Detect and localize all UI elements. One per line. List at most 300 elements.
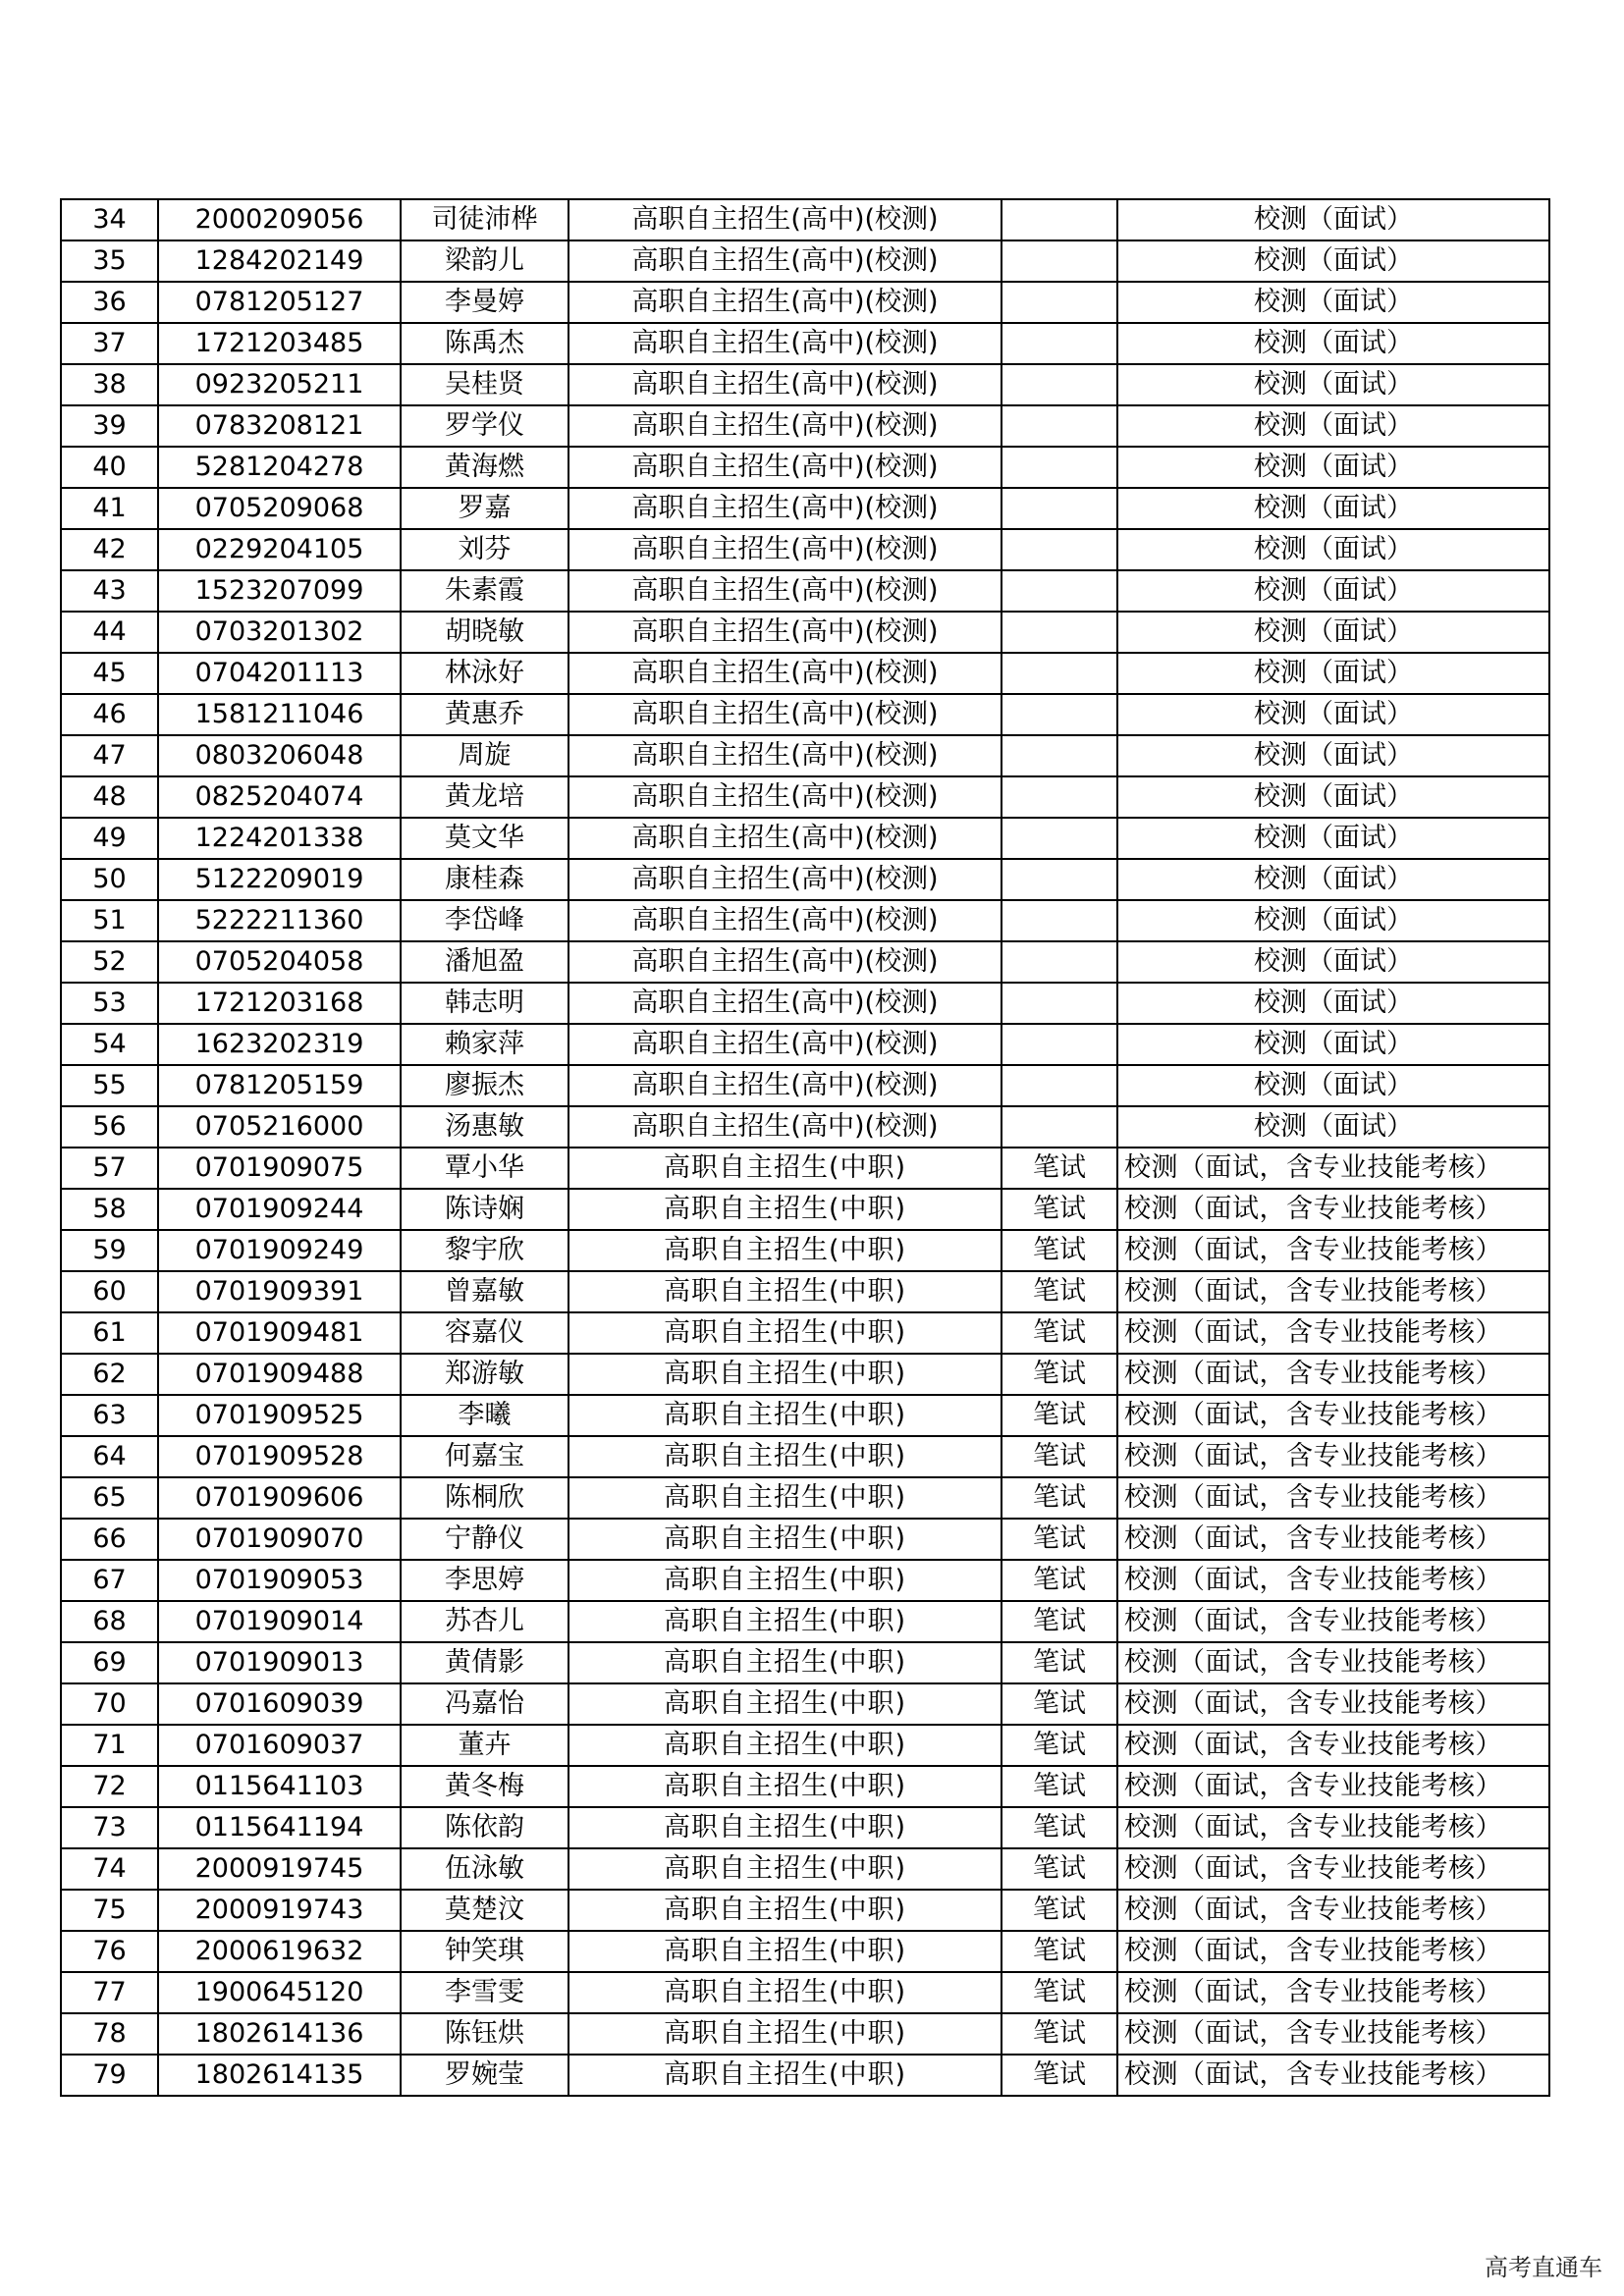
cell-written-exam: [1001, 735, 1117, 776]
cell-seq-no: 73: [61, 1807, 158, 1848]
cell-candidate-id: 0701909481: [158, 1312, 401, 1354]
cell-program: 高职自主招生(中职): [568, 1766, 1001, 1807]
cell-candidate-id: 1721203168: [158, 983, 401, 1024]
table-row: [61, 818, 1549, 859]
cell-written-exam: 笔试: [1001, 1436, 1117, 1477]
cell-candidate-id: 5281204278: [158, 447, 401, 488]
cell-student-name: 陈禹杰: [401, 323, 568, 364]
cell-program: 高职自主招生(中职): [568, 1395, 1001, 1436]
cell-assessment: 校测（面试，含专业技能考核）: [1117, 1848, 1549, 1890]
cell-assessment: 校测（面试，含专业技能考核）: [1117, 1931, 1549, 1972]
table-row: [61, 1354, 1549, 1395]
cell-student-name: 胡晓敏: [401, 612, 568, 653]
cell-program: 高职自主招生(高中)(校测): [568, 983, 1001, 1024]
table-row: [61, 1972, 1549, 2013]
cell-candidate-id: 0701909244: [158, 1189, 401, 1230]
cell-student-name: 罗婉莹: [401, 2055, 568, 2096]
table-row: [61, 983, 1549, 1024]
cell-assessment: 校测（面试）: [1117, 364, 1549, 405]
cell-written-exam: [1001, 1106, 1117, 1148]
cell-student-name: 李曼婷: [401, 282, 568, 323]
cell-student-name: 黄龙培: [401, 776, 568, 818]
cell-assessment: 校测（面试）: [1117, 488, 1549, 529]
table-row: [61, 1601, 1549, 1642]
cell-written-exam: [1001, 694, 1117, 735]
cell-student-name: 陈诗娴: [401, 1189, 568, 1230]
cell-assessment: 校测（面试，含专业技能考核）: [1117, 1312, 1549, 1354]
table-row: [61, 1848, 1549, 1890]
cell-program: 高职自主招生(高中)(校测): [568, 570, 1001, 612]
cell-program: 高职自主招生(中职): [568, 1189, 1001, 1230]
cell-assessment: 校测（面试，含专业技能考核）: [1117, 1766, 1549, 1807]
cell-candidate-id: 0701909075: [158, 1148, 401, 1189]
table-row: [61, 1477, 1549, 1519]
cell-written-exam: 笔试: [1001, 1807, 1117, 1848]
cell-assessment: 校测（面试）: [1117, 323, 1549, 364]
cell-program: 高职自主招生(高中)(校测): [568, 859, 1001, 900]
cell-candidate-id: 0115641103: [158, 1766, 401, 1807]
cell-seq-no: 50: [61, 859, 158, 900]
cell-program: 高职自主招生(高中)(校测): [568, 900, 1001, 941]
cell-written-exam: 笔试: [1001, 1848, 1117, 1890]
cell-assessment: 校测（面试，含专业技能考核）: [1117, 1519, 1549, 1560]
cell-written-exam: [1001, 447, 1117, 488]
cell-seq-no: 40: [61, 447, 158, 488]
cell-program: 高职自主招生(高中)(校测): [568, 694, 1001, 735]
cell-assessment: 校测（面试）: [1117, 199, 1549, 240]
cell-assessment: 校测（面试）: [1117, 405, 1549, 447]
cell-candidate-id: 2000619632: [158, 1931, 401, 1972]
cell-seq-no: 44: [61, 612, 158, 653]
cell-seq-no: 71: [61, 1725, 158, 1766]
cell-written-exam: 笔试: [1001, 1148, 1117, 1189]
cell-written-exam: 笔试: [1001, 1642, 1117, 1683]
cell-assessment: 校测（面试，含专业技能考核）: [1117, 1271, 1549, 1312]
cell-student-name: 黄冬梅: [401, 1766, 568, 1807]
cell-seq-no: 74: [61, 1848, 158, 1890]
cell-student-name: 郑游敏: [401, 1354, 568, 1395]
cell-assessment: 校测（面试，含专业技能考核）: [1117, 1560, 1549, 1601]
cell-candidate-id: 0783208121: [158, 405, 401, 447]
cell-program: 高职自主招生(高中)(校测): [568, 447, 1001, 488]
cell-assessment: 校测（面试，含专业技能考核）: [1117, 2013, 1549, 2055]
cell-seq-no: 56: [61, 1106, 158, 1148]
cell-seq-no: 67: [61, 1560, 158, 1601]
cell-written-exam: 笔试: [1001, 2055, 1117, 2096]
cell-program: 高职自主招生(中职): [568, 1560, 1001, 1601]
cell-candidate-id: 1523207099: [158, 570, 401, 612]
cell-student-name: 苏杏儿: [401, 1601, 568, 1642]
cell-written-exam: [1001, 199, 1117, 240]
cell-student-name: 陈桐欣: [401, 1477, 568, 1519]
cell-written-exam: [1001, 859, 1117, 900]
cell-candidate-id: 0701909070: [158, 1519, 401, 1560]
cell-program: 高职自主招生(高中)(校测): [568, 282, 1001, 323]
table-row: [61, 323, 1549, 364]
cell-written-exam: 笔试: [1001, 1189, 1117, 1230]
cell-seq-no: 76: [61, 1931, 158, 1972]
cell-candidate-id: 0703201302: [158, 612, 401, 653]
cell-assessment: 校测（面试）: [1117, 612, 1549, 653]
cell-student-name: 刘芬: [401, 529, 568, 570]
cell-assessment: 校测（面试，含专业技能考核）: [1117, 1189, 1549, 1230]
cell-program: 高职自主招生(中职): [568, 1148, 1001, 1189]
cell-student-name: 汤惠敏: [401, 1106, 568, 1148]
cell-seq-no: 41: [61, 488, 158, 529]
cell-program: 高职自主招生(高中)(校测): [568, 488, 1001, 529]
cell-seq-no: 61: [61, 1312, 158, 1354]
cell-seq-no: 48: [61, 776, 158, 818]
cell-written-exam: [1001, 323, 1117, 364]
cell-candidate-id: 0701909249: [158, 1230, 401, 1271]
cell-seq-no: 47: [61, 735, 158, 776]
cell-written-exam: 笔试: [1001, 1931, 1117, 1972]
cell-candidate-id: 0781205159: [158, 1065, 401, 1106]
cell-assessment: 校测（面试，含专业技能考核）: [1117, 1972, 1549, 2013]
cell-written-exam: 笔试: [1001, 1312, 1117, 1354]
table-row: [61, 1271, 1549, 1312]
cell-written-exam: [1001, 983, 1117, 1024]
cell-assessment: 校测（面试）: [1117, 240, 1549, 282]
cell-program: 高职自主招生(高中)(校测): [568, 653, 1001, 694]
table-row: [61, 364, 1549, 405]
cell-student-name: 司徒沛桦: [401, 199, 568, 240]
cell-assessment: 校测（面试，含专业技能考核）: [1117, 1725, 1549, 1766]
cell-seq-no: 62: [61, 1354, 158, 1395]
cell-program: 高职自主招生(中职): [568, 1807, 1001, 1848]
table-row: [61, 1931, 1549, 1972]
cell-program: 高职自主招生(中职): [568, 1354, 1001, 1395]
cell-program: 高职自主招生(中职): [568, 1683, 1001, 1725]
table-row: [61, 1725, 1549, 1766]
cell-student-name: 伍泳敏: [401, 1848, 568, 1890]
cell-seq-no: 58: [61, 1189, 158, 1230]
cell-program: 高职自主招生(高中)(校测): [568, 612, 1001, 653]
cell-candidate-id: 0781205127: [158, 282, 401, 323]
cell-candidate-id: 5222211360: [158, 900, 401, 941]
cell-student-name: 康桂森: [401, 859, 568, 900]
cell-program: 高职自主招生(中职): [568, 1848, 1001, 1890]
cell-assessment: 校测（面试）: [1117, 282, 1549, 323]
cell-program: 高职自主招生(中职): [568, 1312, 1001, 1354]
cell-written-exam: 笔试: [1001, 1683, 1117, 1725]
cell-assessment: 校测（面试，含专业技能考核）: [1117, 1230, 1549, 1271]
table-row: [61, 240, 1549, 282]
table-row: [61, 1230, 1549, 1271]
cell-seq-no: 78: [61, 2013, 158, 2055]
cell-student-name: 容嘉仪: [401, 1312, 568, 1354]
cell-written-exam: [1001, 653, 1117, 694]
cell-seq-no: 66: [61, 1519, 158, 1560]
cell-assessment: 校测（面试）: [1117, 818, 1549, 859]
cell-seq-no: 65: [61, 1477, 158, 1519]
cell-seq-no: 75: [61, 1890, 158, 1931]
cell-seq-no: 39: [61, 405, 158, 447]
cell-student-name: 潘旭盈: [401, 941, 568, 983]
cell-assessment: 校测（面试，含专业技能考核）: [1117, 1601, 1549, 1642]
cell-written-exam: [1001, 1024, 1117, 1065]
cell-assessment: 校测（面试）: [1117, 694, 1549, 735]
cell-student-name: 廖振杰: [401, 1065, 568, 1106]
cell-written-exam: 笔试: [1001, 1354, 1117, 1395]
cell-assessment: 校测（面试）: [1117, 653, 1549, 694]
cell-assessment: 校测（面试）: [1117, 570, 1549, 612]
cell-candidate-id: 2000209056: [158, 199, 401, 240]
cell-candidate-id: 5122209019: [158, 859, 401, 900]
cell-candidate-id: 0705204058: [158, 941, 401, 983]
cell-written-exam: 笔试: [1001, 1601, 1117, 1642]
cell-seq-no: 34: [61, 199, 158, 240]
cell-seq-no: 63: [61, 1395, 158, 1436]
cell-assessment: 校测（面试，含专业技能考核）: [1117, 1148, 1549, 1189]
cell-seq-no: 53: [61, 983, 158, 1024]
cell-program: 高职自主招生(中职): [568, 1725, 1001, 1766]
table-row: [61, 1106, 1549, 1148]
cell-seq-no: 38: [61, 364, 158, 405]
cell-program: 高职自主招生(高中)(校测): [568, 405, 1001, 447]
cell-seq-no: 36: [61, 282, 158, 323]
cell-student-name: 李曦: [401, 1395, 568, 1436]
cell-assessment: 校测（面试，含专业技能考核）: [1117, 1683, 1549, 1725]
cell-program: 高职自主招生(高中)(校测): [568, 1106, 1001, 1148]
table-row: [61, 1436, 1549, 1477]
cell-student-name: 陈钰烘: [401, 2013, 568, 2055]
cell-candidate-id: 0923205211: [158, 364, 401, 405]
cell-student-name: 陈依韵: [401, 1807, 568, 1848]
table-row: [61, 900, 1549, 941]
cell-candidate-id: 0825204074: [158, 776, 401, 818]
cell-student-name: 黄倩影: [401, 1642, 568, 1683]
table-row: [61, 1148, 1549, 1189]
cell-assessment: 校测（面试，含专业技能考核）: [1117, 1354, 1549, 1395]
cell-written-exam: [1001, 529, 1117, 570]
cell-student-name: 黄惠乔: [401, 694, 568, 735]
cell-seq-no: 60: [61, 1271, 158, 1312]
cell-candidate-id: 1802614135: [158, 2055, 401, 2096]
cell-assessment: 校测（面试，含专业技能考核）: [1117, 1395, 1549, 1436]
table-row: [61, 1395, 1549, 1436]
cell-student-name: 覃小华: [401, 1148, 568, 1189]
cell-program: 高职自主招生(中职): [568, 1271, 1001, 1312]
table-row: [61, 1560, 1549, 1601]
cell-program: 高职自主招生(中职): [568, 1931, 1001, 1972]
cell-candidate-id: 0705216000: [158, 1106, 401, 1148]
cell-candidate-id: 0701909013: [158, 1642, 401, 1683]
table-row: [61, 1766, 1549, 1807]
cell-assessment: 校测（面试）: [1117, 941, 1549, 983]
cell-program: 高职自主招生(高中)(校测): [568, 529, 1001, 570]
cell-program: 高职自主招生(中职): [568, 1601, 1001, 1642]
cell-candidate-id: 0701609039: [158, 1683, 401, 1725]
cell-student-name: 罗学仪: [401, 405, 568, 447]
cell-student-name: 曾嘉敏: [401, 1271, 568, 1312]
cell-assessment: 校测（面试）: [1117, 859, 1549, 900]
cell-assessment: 校测（面试，含专业技能考核）: [1117, 1436, 1549, 1477]
cell-student-name: 莫楚汶: [401, 1890, 568, 1931]
cell-seq-no: 49: [61, 818, 158, 859]
cell-student-name: 宁静仪: [401, 1519, 568, 1560]
cell-seq-no: 79: [61, 2055, 158, 2096]
cell-student-name: 何嘉宝: [401, 1436, 568, 1477]
cell-assessment: 校测（面试，含专业技能考核）: [1117, 2055, 1549, 2096]
cell-student-name: 周旋: [401, 735, 568, 776]
cell-assessment: 校测（面试）: [1117, 900, 1549, 941]
table-row: [61, 447, 1549, 488]
cell-seq-no: 35: [61, 240, 158, 282]
cell-candidate-id: 0701909053: [158, 1560, 401, 1601]
cell-assessment: 校测（面试，含专业技能考核）: [1117, 1890, 1549, 1931]
cell-candidate-id: 1581211046: [158, 694, 401, 735]
cell-candidate-id: 0705209068: [158, 488, 401, 529]
cell-written-exam: 笔试: [1001, 1395, 1117, 1436]
table-row: [61, 488, 1549, 529]
cell-seq-no: 46: [61, 694, 158, 735]
cell-written-exam: [1001, 612, 1117, 653]
cell-assessment: 校测（面试）: [1117, 447, 1549, 488]
cell-assessment: 校测（面试，含专业技能考核）: [1117, 1477, 1549, 1519]
cell-written-exam: [1001, 240, 1117, 282]
cell-student-name: 李岱峰: [401, 900, 568, 941]
cell-student-name: 赖家萍: [401, 1024, 568, 1065]
table-row: [61, 529, 1549, 570]
cell-seq-no: 43: [61, 570, 158, 612]
cell-written-exam: 笔试: [1001, 1766, 1117, 1807]
table-row: [61, 1312, 1549, 1354]
cell-assessment: 校测（面试）: [1117, 735, 1549, 776]
cell-program: 高职自主招生(高中)(校测): [568, 1065, 1001, 1106]
cell-seq-no: 52: [61, 941, 158, 983]
cell-written-exam: [1001, 570, 1117, 612]
cell-student-name: 罗嘉: [401, 488, 568, 529]
cell-program: 高职自主招生(中职): [568, 2055, 1001, 2096]
cell-written-exam: 笔试: [1001, 1519, 1117, 1560]
cell-candidate-id: 0701909606: [158, 1477, 401, 1519]
table-row: [61, 859, 1549, 900]
cell-seq-no: 45: [61, 653, 158, 694]
table-row: [61, 199, 1549, 240]
cell-candidate-id: 0701909488: [158, 1354, 401, 1395]
cell-candidate-id: 0701909528: [158, 1436, 401, 1477]
table-row: [61, 1683, 1549, 1725]
cell-written-exam: [1001, 941, 1117, 983]
table-row: [61, 612, 1549, 653]
cell-assessment: 校测（面试）: [1117, 529, 1549, 570]
cell-program: 高职自主招生(高中)(校测): [568, 364, 1001, 405]
cell-candidate-id: 2000919743: [158, 1890, 401, 1931]
cell-program: 高职自主招生(高中)(校测): [568, 776, 1001, 818]
cell-assessment: 校测（面试）: [1117, 776, 1549, 818]
cell-candidate-id: 0701909391: [158, 1271, 401, 1312]
cell-written-exam: 笔试: [1001, 1271, 1117, 1312]
table-row: [61, 405, 1549, 447]
cell-student-name: 莫文华: [401, 818, 568, 859]
table-row: [61, 653, 1549, 694]
cell-program: 高职自主招生(中职): [568, 1642, 1001, 1683]
cell-seq-no: 69: [61, 1642, 158, 1683]
cell-program: 高职自主招生(高中)(校测): [568, 941, 1001, 983]
cell-written-exam: [1001, 1065, 1117, 1106]
cell-program: 高职自主招生(高中)(校测): [568, 323, 1001, 364]
watermark-text: 高考直通车: [1485, 2254, 1602, 2281]
cell-candidate-id: 0701909014: [158, 1601, 401, 1642]
cell-candidate-id: 1224201338: [158, 818, 401, 859]
cell-written-exam: 笔试: [1001, 1972, 1117, 2013]
cell-program: 高职自主招生(中职): [568, 1972, 1001, 2013]
cell-student-name: 李思婷: [401, 1560, 568, 1601]
cell-program: 高职自主招生(高中)(校测): [568, 735, 1001, 776]
cell-written-exam: 笔试: [1001, 1560, 1117, 1601]
table-row: [61, 282, 1549, 323]
cell-seq-no: 54: [61, 1024, 158, 1065]
table-row: [61, 1642, 1549, 1683]
cell-candidate-id: 0704201113: [158, 653, 401, 694]
cell-student-name: 林泳好: [401, 653, 568, 694]
cell-program: 高职自主招生(中职): [568, 2013, 1001, 2055]
cell-written-exam: [1001, 488, 1117, 529]
cell-seq-no: 68: [61, 1601, 158, 1642]
cell-assessment: 校测（面试）: [1117, 1065, 1549, 1106]
cell-student-name: 吴桂贤: [401, 364, 568, 405]
table-row: [61, 941, 1549, 983]
cell-program: 高职自主招生(高中)(校测): [568, 240, 1001, 282]
table-body: [61, 199, 1549, 2096]
cell-written-exam: [1001, 405, 1117, 447]
cell-seq-no: 55: [61, 1065, 158, 1106]
cell-written-exam: 笔试: [1001, 1890, 1117, 1931]
cell-written-exam: [1001, 818, 1117, 859]
table-row: [61, 1890, 1549, 1931]
table-row: [61, 1024, 1549, 1065]
table-row: [61, 1065, 1549, 1106]
cell-program: 高职自主招生(高中)(校测): [568, 199, 1001, 240]
cell-student-name: 梁韵儿: [401, 240, 568, 282]
cell-student-name: 黄海燃: [401, 447, 568, 488]
cell-seq-no: 59: [61, 1230, 158, 1271]
table-row: [61, 694, 1549, 735]
cell-candidate-id: 0115641194: [158, 1807, 401, 1848]
cell-assessment: 校测（面试）: [1117, 1106, 1549, 1148]
cell-candidate-id: 1623202319: [158, 1024, 401, 1065]
cell-candidate-id: 0701909525: [158, 1395, 401, 1436]
cell-written-exam: 笔试: [1001, 1230, 1117, 1271]
table-row: [61, 776, 1549, 818]
cell-student-name: 韩志明: [401, 983, 568, 1024]
admission-list-table: [60, 198, 1550, 2097]
cell-student-name: 董卉: [401, 1725, 568, 1766]
cell-candidate-id: 2000919745: [158, 1848, 401, 1890]
cell-student-name: 冯嘉怡: [401, 1683, 568, 1725]
cell-assessment: 校测（面试）: [1117, 1024, 1549, 1065]
cell-seq-no: 57: [61, 1148, 158, 1189]
cell-candidate-id: 0701609037: [158, 1725, 401, 1766]
cell-seq-no: 64: [61, 1436, 158, 1477]
cell-seq-no: 42: [61, 529, 158, 570]
table-row: [61, 1189, 1549, 1230]
cell-seq-no: 72: [61, 1766, 158, 1807]
cell-seq-no: 77: [61, 1972, 158, 2013]
cell-program: 高职自主招生(高中)(校测): [568, 1024, 1001, 1065]
cell-program: 高职自主招生(中职): [568, 1519, 1001, 1560]
cell-assessment: 校测（面试，含专业技能考核）: [1117, 1807, 1549, 1848]
table-row: [61, 1519, 1549, 1560]
cell-candidate-id: 1802614136: [158, 2013, 401, 2055]
cell-written-exam: 笔试: [1001, 1477, 1117, 1519]
table-row: [61, 2055, 1549, 2096]
cell-program: 高职自主招生(中职): [568, 1230, 1001, 1271]
cell-seq-no: 51: [61, 900, 158, 941]
cell-student-name: 李雪雯: [401, 1972, 568, 2013]
cell-assessment: 校测（面试）: [1117, 983, 1549, 1024]
